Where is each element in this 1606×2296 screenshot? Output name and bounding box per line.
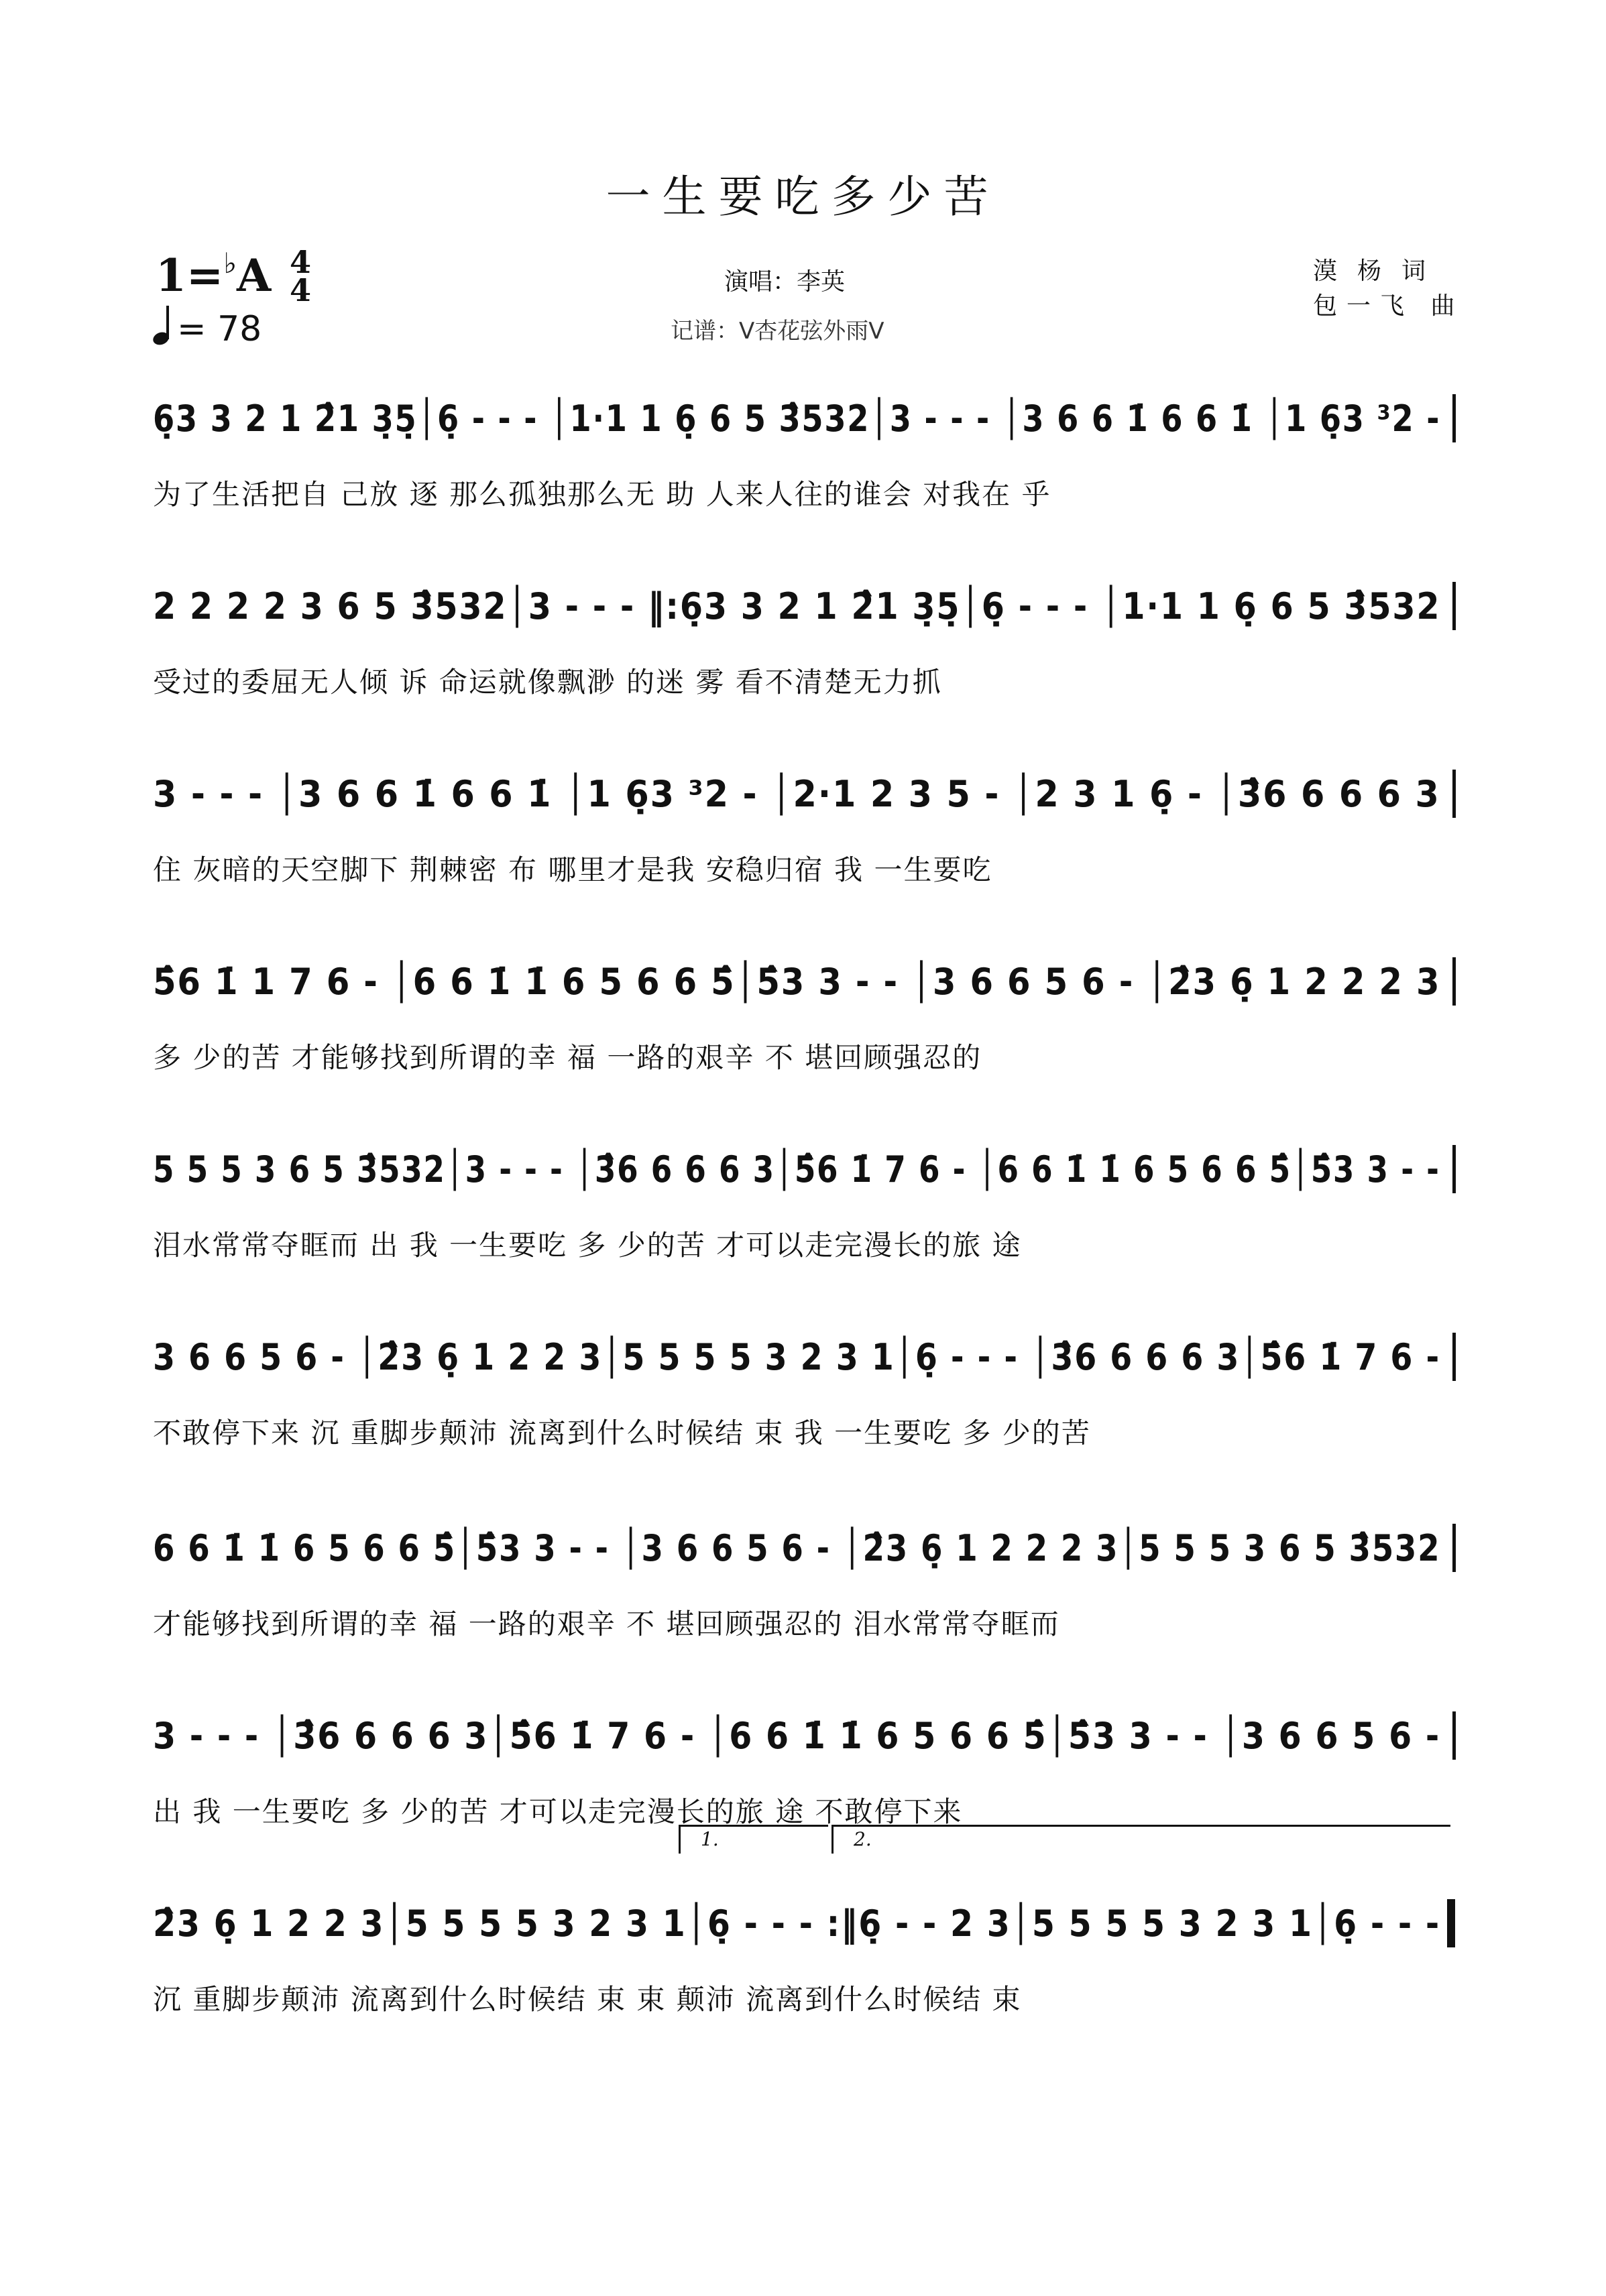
singer-credit: 演唱：李英 [724,268,846,296]
key-note: A [237,249,272,302]
time-signature-bottom: 4 [290,272,312,308]
flat-icon: ♭ [223,247,237,280]
lyrics-row: 沉 重脚步颠沛 流离到什么时候结 束 束 颠沛 流离到什么时候结 束 [153,1983,1022,2016]
notation-row: 5̂6 1̇ 1 7 6 - │6 6 1̇ 1̇ 6 5 6 6 5̂│5̂3 3 - - │3 6 6 5 6 - │2̂3 6̣ 1 2 2 2 3 [153,961,1441,1003]
time-signature [290,244,312,308]
lyrics-row: 不敢停下来 沉 重脚步颠沛 流离到什么时候结 束 我 一生要吃 多 少的苦 [153,1416,1091,1449]
lyrics-row: 住 灰暗的天空脚下 荆棘密 布 哪里才是我 安稳归宿 我 一生要吃 [153,853,992,886]
lyrics-row: 为了生活把自 己放 逐 那么孤独那么无 助 人来人往的谁会 对我在 乎 [153,478,1051,511]
notation-row: 3 - - - │3 6 6 1̇ 6 6 1̇ │1 6̣3 ³2 - │2·1 2 3 5 - │2 3 1 6̣ - │3̂6 6 6 6 3 [153,773,1440,815]
song-title: 一生要吃多少苦 [606,171,1000,223]
barline [1452,1711,1456,1760]
notation-row: 5 5 5 3 6 5 3̂532│3 - - - │3̂6 6 6 6 3│5̂6 1̇ 7 6 - │6 6 1̇ 1̇ 6 5 6 6 5̂│5̂3 3 - - [153,1148,1440,1191]
barline [1452,770,1456,818]
barline [1452,957,1456,1006]
volta-first-label: 1. [701,1828,719,1850]
composer-credit: 包一飞 曲 [1313,292,1465,320]
notation-row: 2 2 2 2 3 6 5 3̂532│3 - - - ‖:6̣3 3 2 1 2̂1 3̣5̣│6̣ - - - │1·1 1 6̣ 6 5 3̂532 [153,585,1441,627]
volta-second-ending [831,1825,1450,1854]
notation-row: 3 6 6 5 6 - │2̂3 6̣ 1 2 2 3│5 5 5 5 3 2 3 1│6̣ - - - │3̂6 6 6 6 3│5̂6 1̇ 7 6 - [153,1336,1440,1378]
transcriber-credit: 记谱：V杏花弦外雨V [671,318,884,345]
barline [1452,582,1456,630]
volta-first-ending [679,1825,828,1854]
notation-row: 3 - - - │3̂6 6 6 6 3│5̂6 1̇ 7 6 - │6 6 1̇ 1̇ 6 5 6 6 5̂│5̂3 3 - - │3 6 6 5 6 - [153,1715,1441,1757]
tempo-value: = 78 [177,309,262,349]
notation-row: 6 6 1̇ 1̇ 6 5 6 6 5̂│5̂3 3 - - │3 6 6 5 6 - │2̂3 6̣ 1 2 2 2 3│5 5 5 3 6 5 3̂532 [153,1527,1441,1569]
notation-row: 6̣3 3 2 1 2̂1 3̣5̣│6̣ - - - │1·1 1 6̣ 6 5 3̂532│3 - - - │3 6 6 1̇ 6 6 1̇ │1 6̣3 ³2 - [153,398,1441,440]
final-barline [1447,1899,1455,1947]
lyrics-row: 才能够找到所谓的幸 福 一路的艰辛 不 堪回顾强忍的 泪水常常夺眶而 [153,1608,1060,1640]
barline [1452,1145,1456,1193]
volta-second-label: 2. [854,1828,872,1850]
barline [1452,394,1456,442]
key-prefix: 1= [156,249,224,302]
lyrics-row: 多 少的苦 才能够找到所谓的幸 福 一路的艰辛 不 堪回顾强忍的 [153,1041,982,1074]
lyrics-row: 泪水常常夺眶而 出 我 一生要吃 多 少的苦 才可以走完漫长的旅 途 [153,1229,1022,1262]
tempo-marking [153,306,262,349]
quarter-note-icon [153,306,170,345]
time-signature-top: 4 [290,244,312,280]
lyrics-row: 受过的委屈无人倾 诉 命运就像飘渺 的迷 雾 看不清楚无力抓 [153,666,942,699]
key-signature [156,249,271,302]
notation-row: 2̂3 6̣ 1 2 2 3│5 5 5 5 3 2 3 1│6̣ - - - :‖6̣ - - 2 3│5 5 5 5 3 2 3 1│6̣ - - - [153,1902,1440,1945]
lyricist-credit: 漠杨词 [1313,257,1446,285]
barline [1452,1524,1456,1572]
barline [1452,1333,1456,1381]
lyrics-row: 出 我 一生要吃 多 少的苦 才可以走完漫长的旅 途 不敢停下来 [153,1795,963,1828]
